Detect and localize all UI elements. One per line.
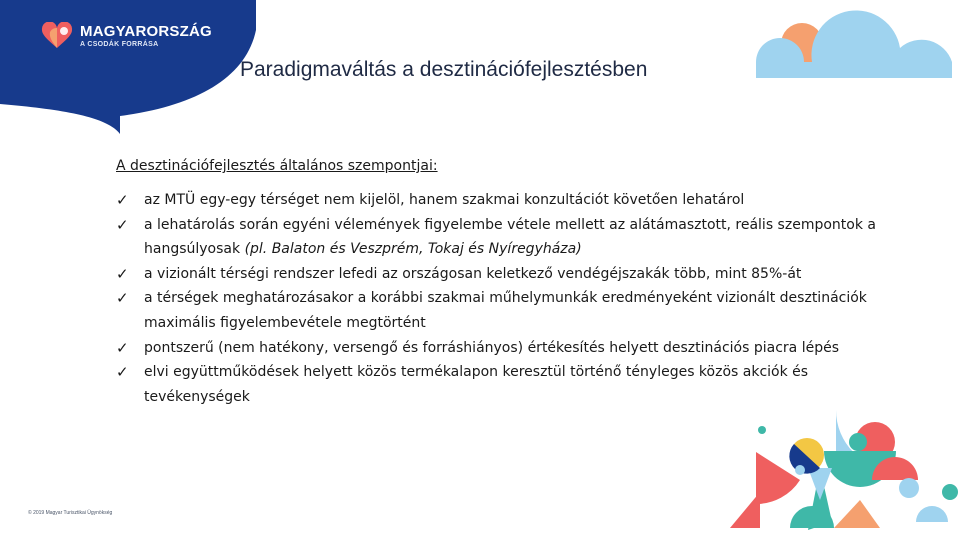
section-heading: A desztinációfejlesztés általános szempontjai: [116,158,438,174]
bullet-text: a lehatárolás során egyéni vélemények figyelembe vétele mellett az alátámasztott, reális szempontok a hangsúlyosak [144,216,876,258]
check-icon: ✓ [116,338,129,357]
bullet-text: a térségek meghatározásakor a korábbi szakmai műhelymunkák eredményeként vizionált desztinációk maximális figyelembevétele megtörtént [144,290,867,331]
brand-name: MAGYARORSZÁG [80,23,212,40]
small-sky-dot-shape [795,465,805,475]
bullet-text: az MTÜ egy-egy térséget nem kijelöl, hanem szakmai konzultációt követően lehatárol [144,192,745,208]
teal-small-dot-shape [758,426,766,434]
list-item [116,262,876,287]
list-item [116,188,876,213]
sky-square-shape [916,506,948,522]
bullet-list [116,188,876,409]
teal-petal-shape [849,433,867,451]
sky-dot-shape [899,478,919,498]
teal-end-dot-shape [942,484,958,500]
brand-banner [0,0,256,134]
check-icon: ✓ [116,363,129,382]
list-item [116,360,876,409]
check-icon: ✓ [116,191,129,209]
check-icon: ✓ [116,215,129,234]
coral-tri-shape [730,492,760,528]
copyright-footer: © 2019 Magyar Turisztikai Ügynökség [28,510,113,516]
brand-logo[interactable] [40,22,212,50]
brand-tagline: A CSODÁK FORRÁSA [80,41,159,48]
check-icon: ✓ [116,264,129,283]
list-item [116,286,876,335]
orange-bottom-shape [834,500,880,528]
bullet-text: a vizionált térségi rendszer lefedi az országosan keletkező vendégéjszakák több, mint 85%-át [144,265,802,282]
page-title: Paradigmaváltás a desztinációfejlesztésben [240,58,648,81]
bullet-text: elvi együttműködések helyett közös termékalapon keresztül történő tényleges közös akciók és tevékenységek [144,364,809,405]
list-item [116,213,876,262]
sky-cloud-shape [756,10,952,78]
bullet-text: pontszerű (nem hatékony, versengő és forráshiányos) értékesítés helyett desztinációs piacra lépés [144,339,840,356]
bullet-example: (pl. Balaton és Veszprém, Tokaj és Nyíregyháza) [244,241,582,258]
check-icon: ✓ [116,289,129,308]
heart-icon [40,22,74,50]
list-item [116,336,876,361]
brand-text [80,24,212,48]
